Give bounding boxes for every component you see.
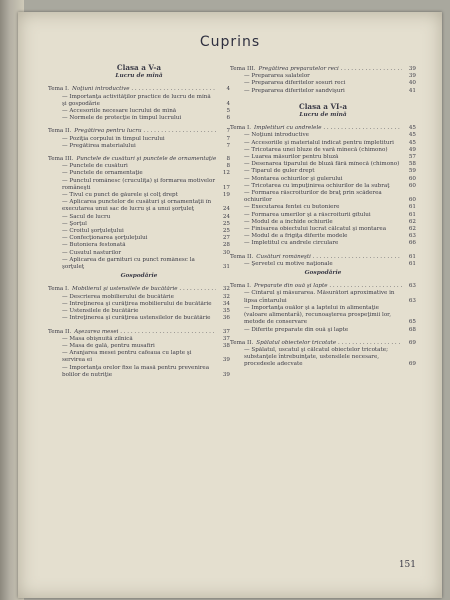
entry-page: 34 xyxy=(222,300,230,307)
entry-text: — Masa de gală, pentru musafiri xyxy=(62,342,155,349)
entry-page: 28 xyxy=(222,242,230,249)
entry-text: — Accesoriile necesare lucrului de mînă xyxy=(62,108,177,115)
contents-entry xyxy=(230,161,416,168)
tema-label: Tema I. xyxy=(230,283,252,290)
tema-label: Tema I. xyxy=(48,86,70,93)
entry-text: — Confecţionarea şorţuleţului xyxy=(62,235,148,242)
tema-name: Spălatul obiectelor tricotate . . . xyxy=(256,340,402,347)
tema-page: 45 xyxy=(408,125,416,132)
tema-page: 32 xyxy=(222,286,230,293)
entry-page: 40 xyxy=(408,80,416,87)
contents-entry xyxy=(230,219,416,226)
entry-page: 17 xyxy=(222,184,230,191)
entry-page: 7 xyxy=(226,135,230,142)
contents-entry xyxy=(48,301,230,308)
entry-page: 61 xyxy=(408,204,416,211)
contents-entry xyxy=(230,154,416,161)
entry-text: — Importanţa ouălor şi a laptelui în alimentaţie (valoare alimentară), recunoaşterea prospeţimii lor, metode de conservare xyxy=(244,304,392,326)
contents-entry xyxy=(230,204,416,211)
tema-name: Punctele de cusături şi punctele de ornamentaţie . . . xyxy=(76,156,216,163)
entry-text: — Butoniera festonată xyxy=(62,242,126,249)
contents-entry xyxy=(230,132,416,139)
contents-entry xyxy=(48,350,230,364)
tema-page: 7 xyxy=(226,128,230,135)
entry-page: 59 xyxy=(408,168,416,175)
section-heading: Gospodărie xyxy=(304,270,342,277)
entry-page: 25 xyxy=(222,228,230,235)
entry-page: 61 xyxy=(408,260,416,267)
left-column xyxy=(48,60,230,379)
entry-page: 68 xyxy=(408,326,416,333)
class-heading: Clasa a VI-a xyxy=(298,101,348,111)
contents-entry xyxy=(48,250,230,257)
entry-page: 60 xyxy=(408,197,416,204)
entry-text: — Croitul şorţuleţului xyxy=(62,228,124,235)
entry-text: — Pregătirea materialului xyxy=(62,142,136,149)
tema-name: Preparate din ouă şi lapte . . . xyxy=(254,283,402,290)
entry-text: — Prepararea diferitelor sandvişuri xyxy=(244,87,345,94)
tema-label: Tema II. xyxy=(48,328,72,335)
entry-page: 65 xyxy=(408,319,416,326)
contents-entry xyxy=(48,308,230,315)
entry-page: 57 xyxy=(408,154,416,161)
entry-page: 60 xyxy=(408,182,416,189)
entry-text: — Desenarea tiparului de bluză fără mînecă (chimono) xyxy=(244,161,400,168)
contents-entry xyxy=(230,240,416,247)
entry-page: 63 xyxy=(408,233,416,240)
entry-page: 69 xyxy=(408,361,416,368)
contents-entry xyxy=(48,94,230,108)
contents-entry xyxy=(230,212,416,219)
entry-page: 45 xyxy=(408,139,416,146)
entry-text: — Şorţul xyxy=(62,220,87,227)
contents-entry xyxy=(48,235,230,242)
entry-text: — Finisarea obiectului lucrat călcatul şi montarea xyxy=(244,226,387,233)
entry-page: 35 xyxy=(222,308,230,315)
contents-entry xyxy=(230,290,416,304)
entry-text: — Formarea răscroiturilor de braţ prin scăderea ochiurilor xyxy=(244,190,382,204)
tema-name: Pregătirea preparatelor reci . . . xyxy=(258,66,402,73)
entry-text: — Întreţinerea şi curăţirea mobilierului de bucătărie xyxy=(62,300,212,307)
tema-name: Pregătirea pentru lucru . . . xyxy=(74,128,216,135)
tema-heading xyxy=(230,66,416,73)
tema-heading xyxy=(230,125,416,132)
entry-text: — Spălatul, uscatul şi călcatul obiectelor tricotate; substanţele întrebuinţate, ustensilele necesare, procedeele adecvate xyxy=(244,346,388,368)
entry-text: — Împletitul cu andrele circulare xyxy=(244,240,339,247)
contents-entry xyxy=(48,199,230,213)
tema-label: Tema II. xyxy=(48,128,72,135)
entry-page: 39 xyxy=(222,357,230,364)
entry-page: 30 xyxy=(222,249,230,256)
entry-page: 7 xyxy=(226,142,230,149)
entry-text: — Modul de a închide ochiurile xyxy=(244,218,333,225)
entry-page: 24 xyxy=(222,213,230,220)
page-number: 151 xyxy=(398,560,416,570)
entry-page: 27 xyxy=(222,235,230,242)
tema-page: 69 xyxy=(408,339,416,346)
contents-entry xyxy=(230,226,416,233)
entry-text: — Întreţinerea şi curăţirea ustensilelor de bucătărie xyxy=(62,315,211,322)
entry-text: — Tivul cu punct de găurele şi colţ drept xyxy=(62,192,178,199)
contents-entry xyxy=(230,261,416,268)
entry-text: — Masa obişnuită zilnică xyxy=(62,335,133,342)
entry-text: — Aplicarea de garnituri cu punct românesc la şorţuleţ xyxy=(62,256,195,271)
entry-page: 5 xyxy=(226,108,230,115)
entry-page: 6 xyxy=(226,115,230,122)
contents-entry xyxy=(48,108,230,115)
contents-entry xyxy=(230,233,416,240)
entry-text: — Formarea umerilor şi a răscroiturii gîtului xyxy=(244,211,371,218)
entry-text: — Montarea ochiurilor şi gulerului xyxy=(244,175,343,182)
entry-page: 36 xyxy=(222,315,230,322)
entry-page: 37 xyxy=(222,335,230,342)
entry-text: — Punctele de ornamentaţie xyxy=(62,170,143,177)
entry-page: 61 xyxy=(408,211,416,218)
entry-text: — Şervetel cu motive naţionale xyxy=(244,260,333,267)
entry-text: — Tricotarea unei bluze de vară mînecă (chimono) xyxy=(244,146,388,153)
contents-entry xyxy=(48,294,230,301)
entry-text: — Importanţa activităţilor practice de lucru de mînă şi gospodărie xyxy=(62,93,211,107)
contents-entry xyxy=(48,365,230,379)
contents-entry xyxy=(230,176,416,183)
entry-text: — Aranjarea mesei pentru cafeaua cu lapte şi servirea ei xyxy=(62,350,192,364)
entry-page: 66 xyxy=(408,240,416,247)
entry-text: — Ustensilele de bucătărie xyxy=(62,308,139,315)
contents-entry xyxy=(230,327,416,334)
entry-text: — Tiparul de guler drept xyxy=(244,168,315,175)
contents-entry xyxy=(230,183,416,190)
contents-entry xyxy=(48,315,230,322)
tema-heading xyxy=(48,86,230,93)
entry-text: — Prepararea diferitelor sosuri reci xyxy=(244,80,346,87)
contents-entry xyxy=(48,136,230,143)
tema-heading xyxy=(48,128,230,135)
entry-text: — Noţiuni introductive xyxy=(244,132,309,139)
entry-page: 62 xyxy=(408,218,416,225)
entry-text: — Cîntarul şi măsurarea. Măsurători aproximative în lipsa cîntarului xyxy=(244,290,395,304)
entry-page: 60 xyxy=(408,175,416,182)
tema-name: Împletituri cu andrelele . . . xyxy=(254,125,402,132)
contents-entry xyxy=(230,73,416,80)
entry-page: 4 xyxy=(226,100,230,107)
entry-text: — Prepararea salatelor xyxy=(244,73,310,80)
entry-text: — Aplicarea punctelor de cusături şi ornamentaţii în executarea unui sac de lucru şi a unui şorţuleţ xyxy=(62,199,212,213)
contents-entry xyxy=(230,80,416,87)
contents-entry xyxy=(48,143,230,150)
entry-text: — Modul de a frigiţa diferite modele xyxy=(244,233,348,240)
entry-text: — Descrierea mobilierului de bucătărie xyxy=(62,293,174,300)
contents-entry xyxy=(48,178,230,192)
entry-page: 58 xyxy=(408,161,416,168)
tema-label: Tema II. xyxy=(230,253,254,260)
tema-name: Aşezarea mesei . . . xyxy=(74,329,216,336)
contents-entry xyxy=(48,115,230,122)
entry-page: 45 xyxy=(408,132,416,139)
contents-entry xyxy=(48,257,230,271)
contents-entry xyxy=(230,147,416,154)
tema-heading xyxy=(230,283,416,290)
contents-entry xyxy=(230,168,416,175)
entry-page: 8 xyxy=(226,163,230,170)
tema-heading xyxy=(230,340,416,347)
entry-page: 12 xyxy=(222,170,230,177)
contents-entry xyxy=(48,336,230,343)
contents-entry xyxy=(48,221,230,228)
tema-label: Tema III. xyxy=(48,156,74,163)
entry-page: 38 xyxy=(222,342,230,349)
page-title: Cuprins xyxy=(199,34,261,50)
tema-heading xyxy=(48,156,230,163)
entry-page: 63 xyxy=(408,297,416,304)
contents-entry xyxy=(48,228,230,235)
entry-text: — Punctele de cusături xyxy=(62,163,128,170)
entry-text: — Importanţa orelor fixe la masă pentru prevenirea bolilor de nutriţie xyxy=(62,364,210,378)
contents-entry xyxy=(48,343,230,350)
tema-heading xyxy=(230,254,416,261)
entry-page: 62 xyxy=(408,226,416,233)
entry-page: 24 xyxy=(222,206,230,213)
contents-entry xyxy=(230,190,416,204)
contents-entry xyxy=(230,140,416,147)
tema-heading xyxy=(48,329,230,336)
entry-page: 19 xyxy=(222,192,230,199)
entry-page: 25 xyxy=(222,220,230,227)
contents-page xyxy=(18,12,442,598)
tema-page: 4 xyxy=(226,86,230,93)
tema-name: Mobilierul şi ustensilele de bucătărie . . . xyxy=(72,286,216,293)
entry-text: — Executarea fentei cu butoniere xyxy=(244,204,340,211)
section-heading: Lucru de mînă xyxy=(115,73,163,80)
entry-page: 31 xyxy=(222,264,230,271)
tema-page: 37 xyxy=(222,328,230,335)
entry-page: 49 xyxy=(408,146,416,153)
entry-page: 32 xyxy=(222,293,230,300)
class-heading: Clasa a V-a xyxy=(116,63,162,72)
contents-entry xyxy=(230,347,416,369)
entry-text: — Poziţia corpului în timpul lucrului xyxy=(62,135,165,142)
contents-entry xyxy=(48,170,230,177)
entry-text: — Luarea măsurilor pentru bluză xyxy=(244,154,339,161)
contents-entry xyxy=(48,214,230,221)
entry-text: — Normele de protecţie în timpul lucrului xyxy=(62,115,182,122)
contents-entry xyxy=(230,305,416,327)
right-column xyxy=(230,60,416,369)
entry-text: — Accesoriile şi materialul indicat pentru împletituri xyxy=(244,139,394,146)
tema-name: Noţiuni introductive . . . xyxy=(72,86,216,93)
tema-label: Tema III. xyxy=(230,66,256,72)
contents-entry xyxy=(48,163,230,170)
tema-name: Cusături româneşti . . . xyxy=(256,254,402,261)
tema-page: 8 xyxy=(226,156,230,163)
entry-text: — Diferite preparate din ouă şi lapte xyxy=(244,326,349,333)
entry-page: 39 xyxy=(408,73,416,80)
entry-text: — Tricotarea cu împuţinirea ochiurilor de la subraţ xyxy=(244,182,390,189)
tema-page: 61 xyxy=(408,253,416,260)
entry-page: 39 xyxy=(222,371,230,378)
tema-label: Tema II. xyxy=(230,339,254,346)
entry-page: 41 xyxy=(408,87,416,94)
section-heading: Gospodărie xyxy=(120,273,158,280)
entry-text: — Sacul de lucru xyxy=(62,213,111,220)
tema-label: Tema I. xyxy=(48,286,70,293)
contents-entry xyxy=(230,88,416,95)
contents-entry xyxy=(48,192,230,199)
section-heading: Lucru de mînă xyxy=(299,112,347,119)
tema-page: 39 xyxy=(408,66,416,72)
tema-page: 63 xyxy=(408,283,416,290)
entry-text: — Punctul românesc (cruculiţa) şi formarea motivelor româneşti xyxy=(62,177,216,191)
contents-entry xyxy=(48,242,230,249)
tema-label: Tema I. xyxy=(230,125,252,132)
entry-text: — Cusutul nasturilor xyxy=(62,249,122,256)
tema-heading xyxy=(48,286,230,293)
